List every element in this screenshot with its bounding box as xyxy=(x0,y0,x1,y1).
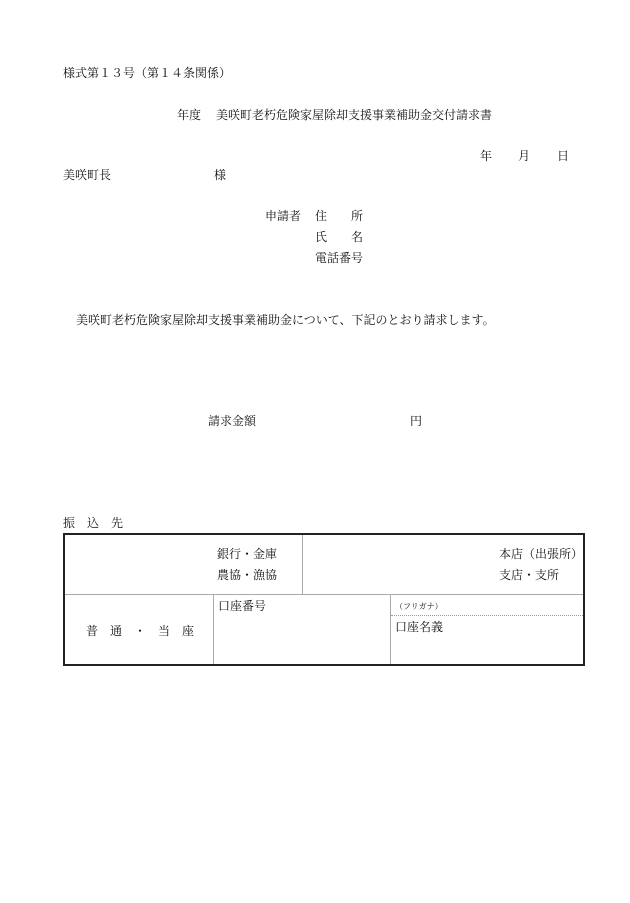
furigana-divider xyxy=(391,615,583,616)
furigana-label: （フリガナ） xyxy=(395,602,443,611)
body-text: 美咲町老朽危険家屋除却支援事業補助金について、下記のとおり請求します。 xyxy=(76,313,495,327)
bank-types-2: 農協・漁協 xyxy=(217,568,278,582)
branch-types-1: 本店（出張所） xyxy=(499,547,584,561)
amount-unit: 円 xyxy=(410,414,423,428)
applicant-phone-label: 電話番号 xyxy=(315,251,364,265)
transfer-heading: 振 込 先 xyxy=(63,516,124,530)
account-holder-label: 口座名義 xyxy=(395,620,444,634)
applicant-address-label: 住 所 xyxy=(315,209,364,223)
column-divider-bottom-1 xyxy=(213,595,214,664)
column-divider-bottom-2 xyxy=(390,595,391,664)
bank-types-1: 銀行・金庫 xyxy=(217,547,278,561)
document-title: 美咲町老朽危険家屋除却支援事業補助金交付請求書 xyxy=(216,108,493,122)
date-day: 日 xyxy=(557,149,570,163)
column-divider-top xyxy=(302,535,303,594)
row-divider xyxy=(65,594,583,595)
amount-label: 請求金額 xyxy=(208,414,257,428)
addressee-name: 美咲町長 xyxy=(63,168,112,182)
addressee-honorific: 様 xyxy=(214,168,227,182)
applicant-name-label: 氏 名 xyxy=(315,230,364,244)
form-number: 様式第１３号（第１４条関係） xyxy=(63,66,232,80)
account-number-label: 口座番号 xyxy=(218,599,267,613)
date-month: 月 xyxy=(518,149,531,163)
applicant-label: 申請者 xyxy=(265,209,302,223)
account-type: 普 通 ・ 当 座 xyxy=(86,624,195,638)
title-year-label: 年度 xyxy=(177,108,202,122)
date-year: 年 xyxy=(480,149,493,163)
branch-types-2: 支店・支所 xyxy=(499,568,560,582)
